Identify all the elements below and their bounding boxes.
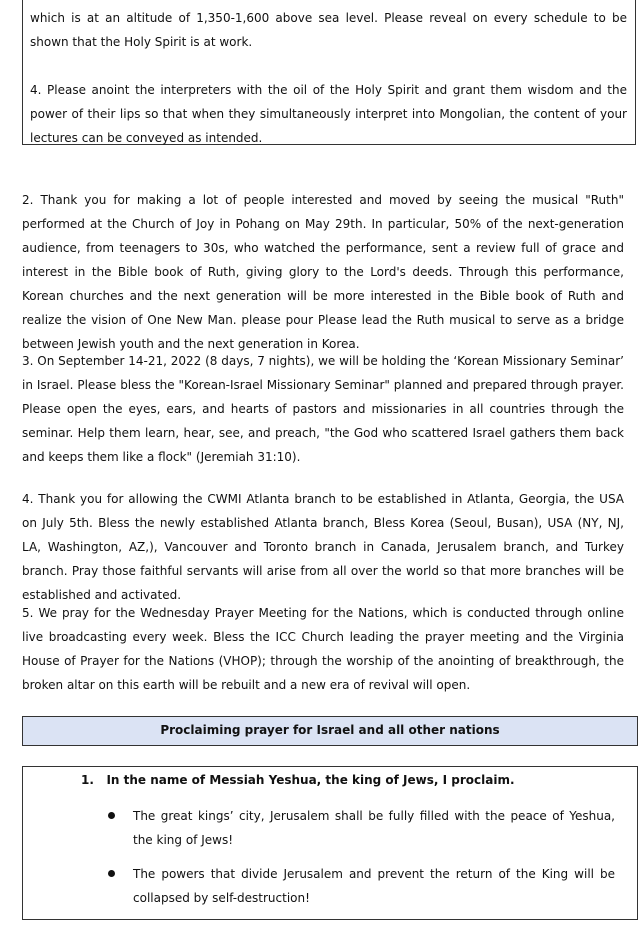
proclamation-box (22, 766, 638, 920)
prayer-item-4-interpreters: 4. Please anoint the interpreters with the oil of the Holy Spirit and grant them wisdom and the power of their lips so that when they simultaneously interpret into Mongolian, the content of your lectures can be conveyed as intended. (30, 83, 627, 145)
paragraph-4-atlanta-branch: 4. Thank you for allowing the CWMI Atlanta branch to be established in Atlanta, Georgia, the USA on July 5th. Bless the newly established Atlanta branch, Bless Korea (Seoul, Busan), USA (NY, NJ, LA, Washington, AZ,), Vancouver and Toronto branch in Canada, Jerusalem branch, and Turkey branch. Pray those faithful servants will arise from all over the world so that more branches will be established and activated. (22, 492, 624, 602)
list-item (133, 862, 615, 910)
section-heading: Proclaiming prayer for Israel and all other nations (22, 716, 638, 746)
bullet-text: The great kings’ city, Jerusalem shall be fully filled with the peace of Yeshua, the king of Jews! (133, 809, 615, 847)
continued-prayer-box (22, 0, 636, 145)
proclamation-title: 1. In the name of Messiah Yeshua, the king of Jews, I proclaim. (81, 773, 515, 787)
paragraph-3-missionary-seminar: 3. On September 14-21, 2022 (8 days, 7 nights), we will be holding the ‘Korean Missionary Seminar’ in Israel. Please bless the "Korean-Israel Missionary Seminar" planned and prepared through prayer. Please open the eyes, ears, and hearts of pastors and missionaries in all countries through the seminar. Help them learn, hear, see, and preach, "the God who scattered Israel gathers them back and keeps them like a flock" (Jeremiah 31:10). (22, 354, 624, 464)
paragraph-2-ruth-musical: 2. Thank you for making a lot of people interested and moved by seeing the musical "Ruth" performed at the Church of Joy in Pohang on May 29th. In particular, 50% of the next-generation audience, from teenagers to 30s, who watched the performance, sent a review full of grace and interest in the Bible book of Ruth, giving glory to the Lord's deeds. Through this performance, Korean churches and the next generation will be more interested in the Bible book of Ruth and realize the vision of One New Man. please pour Please lead the Ruth musical to serve as a bridge between Jewish youth and the next generation in Korea. (22, 193, 624, 351)
paragraph-5-wednesday-prayer: 5. We pray for the Wednesday Prayer Meeting for the Nations, which is conducted through online live broadcasting every week. Bless the ICC Church leading the prayer meeting and the Virginia House of Prayer for the Nations (VHOP); through the worship of the anointing of breakthrough, the broken altar on this earth will be rebuilt and a new era of revival will open. (22, 606, 624, 692)
list-item (133, 804, 615, 852)
bullet-icon (108, 812, 115, 819)
bullet-text: The powers that divide Jerusalem and prevent the return of the King will be collapsed by self-destruction! (133, 867, 615, 905)
bullet-icon (108, 870, 115, 877)
prayer-text-altitude: which is at an altitude of 1,350-1,600 above sea level. Please reveal on every schedule to be shown that the Holy Spirit is at work. (30, 11, 627, 49)
